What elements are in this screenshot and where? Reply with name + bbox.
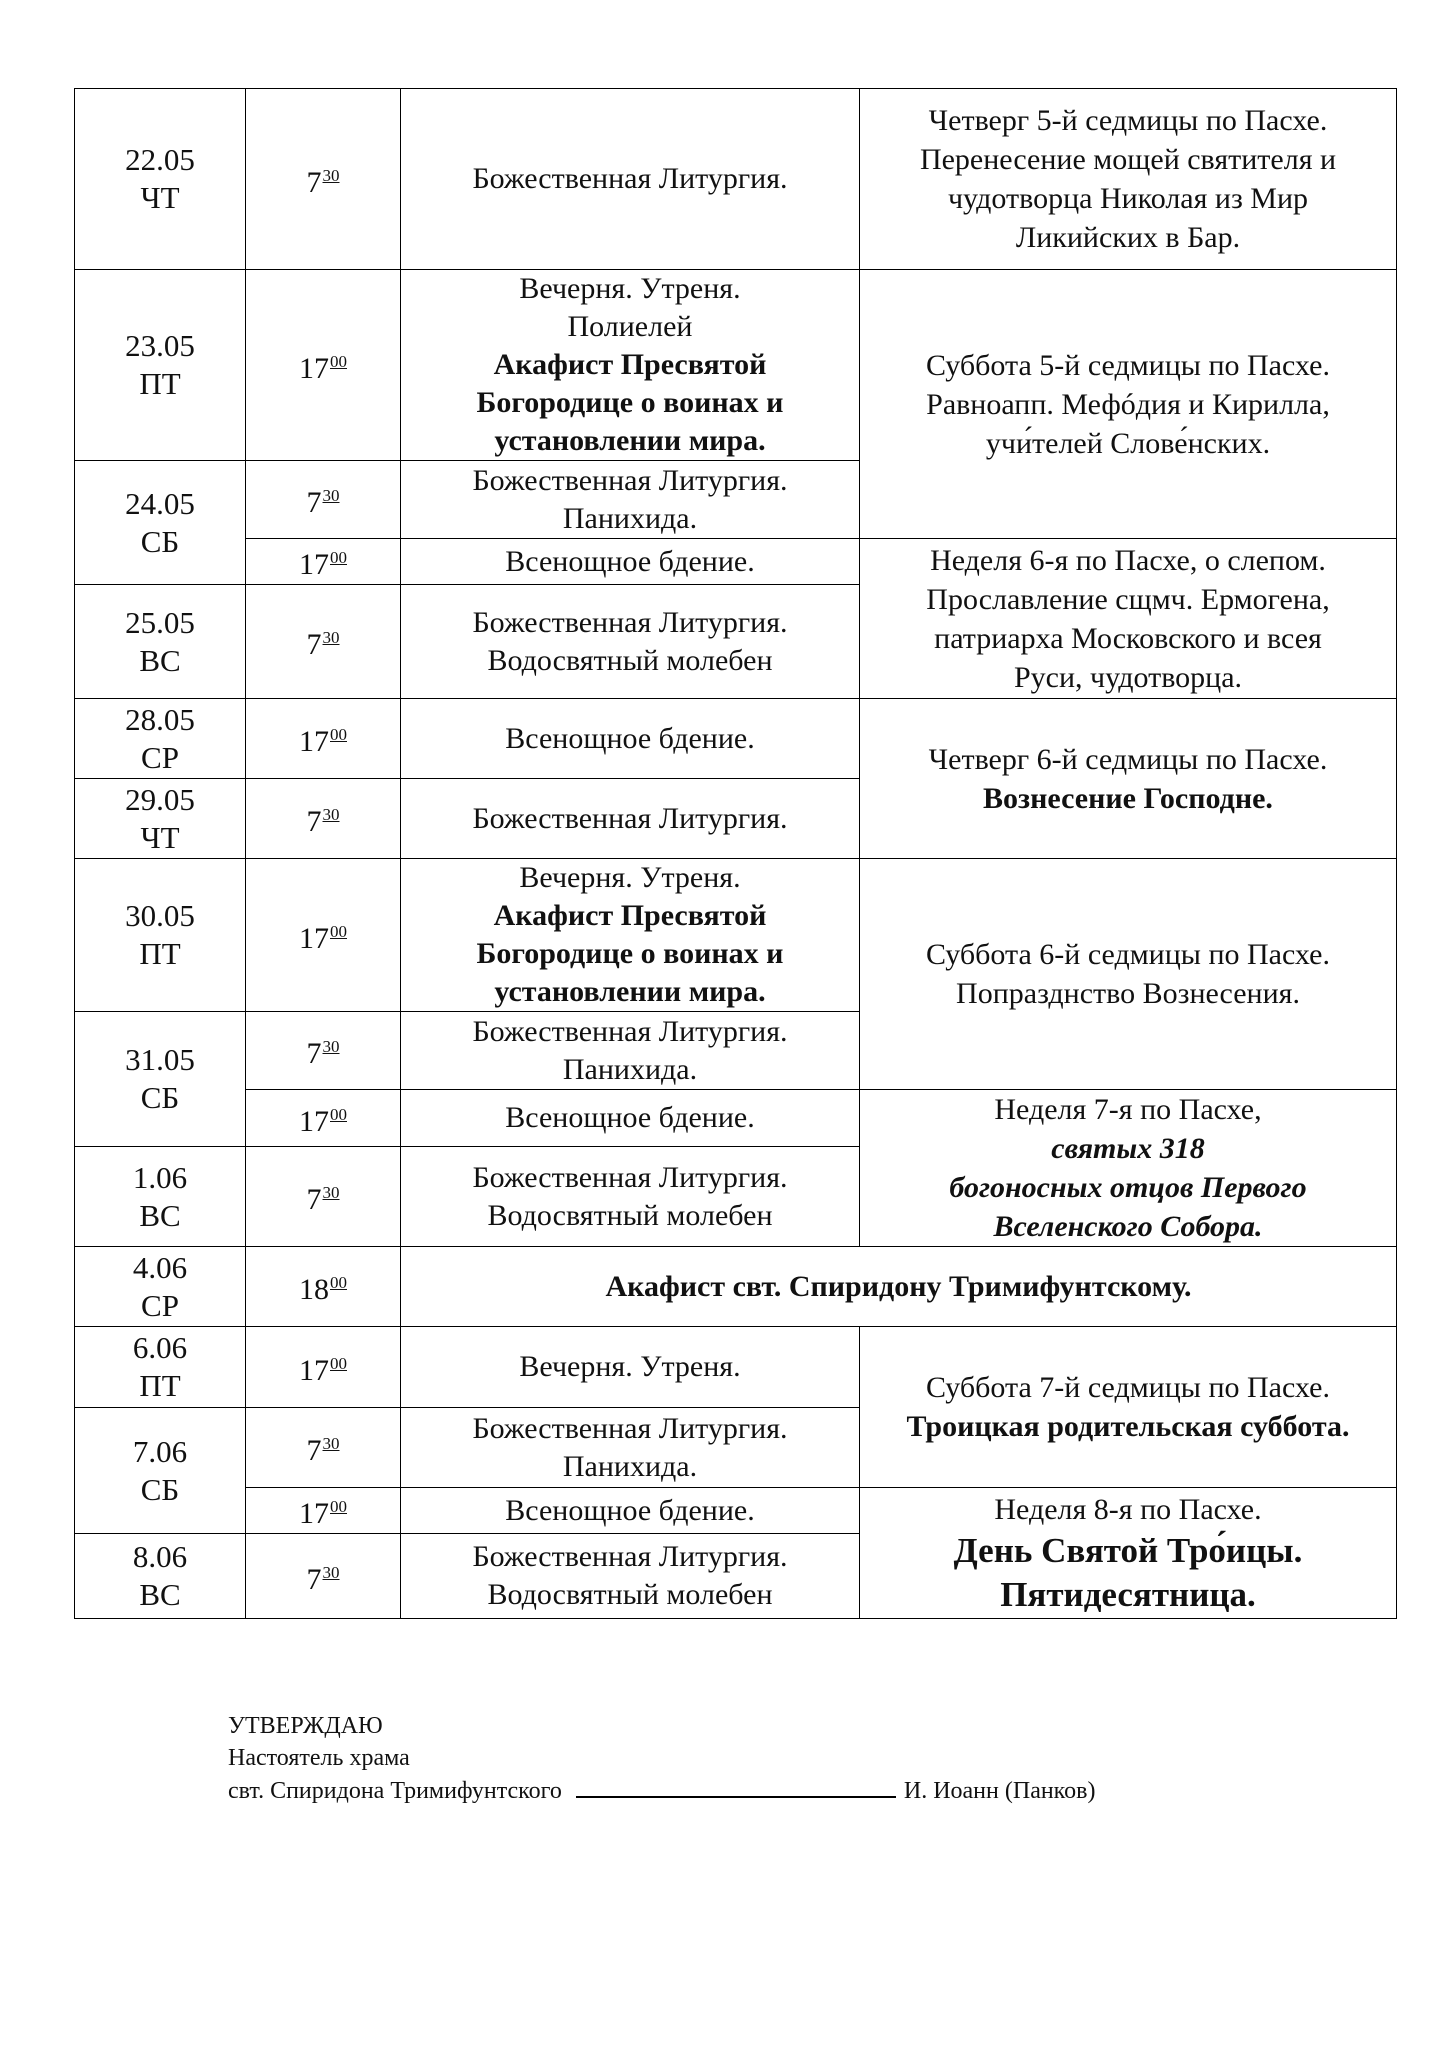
time-cell: $7^{30}$ (246, 1408, 401, 1488)
schedule-row (75, 699, 1397, 779)
time-cell: $17^{00}$ (246, 1327, 401, 1408)
time-cell: $17^{00}$ (246, 859, 401, 1012)
service-cell: Вечерня. Утреня. Полиелей Акафист Пресвятой Богородице о воинах и установлении мира. (401, 270, 860, 461)
time-cell: $17^{00}$ (246, 539, 401, 585)
date-cell: 23.05 ПТ (75, 270, 246, 461)
schedule-row (75, 1327, 1397, 1408)
time-cell: $7^{30}$ (246, 779, 401, 859)
time-cell: $17^{00}$ (246, 270, 401, 461)
schedule-row (75, 1247, 1397, 1327)
service-cell: Божественная Литургия. (401, 89, 860, 270)
time-cell: $7^{30}$ (246, 461, 401, 539)
feast-cell: Суббота 7-й седмицы по Пасхе. Троицкая родительская суббота. (860, 1327, 1397, 1488)
service-cell: Божественная Литургия. Панихида. (401, 461, 860, 539)
schedule-row (75, 270, 1397, 461)
service-cell: Всенощное бдение. (401, 1488, 860, 1534)
date-cell: 7.06 СБ (75, 1408, 246, 1534)
schedule-row (75, 1090, 1397, 1147)
date-cell: 29.05 ЧТ (75, 779, 246, 859)
time-cell: $7^{30}$ (246, 89, 401, 270)
schedule-row (75, 89, 1397, 270)
service-cell: Божественная Литургия. Панихида. (401, 1408, 860, 1488)
service-cell: Вечерня. Утреня. (401, 1327, 860, 1408)
feast-cell: Суббота 6-й седмицы по Пасхе. Попразднство Вознесения. (860, 859, 1397, 1090)
schedule-row (75, 539, 1397, 585)
schedule-row (75, 1488, 1397, 1534)
date-cell: 4.06 СР (75, 1247, 246, 1327)
service-cell: Божественная Литургия. Водосвятный молебен (401, 1534, 860, 1619)
time-cell: $17^{00}$ (246, 699, 401, 779)
schedule-row (75, 859, 1397, 1012)
service-cell: Божественная Литургия. (401, 779, 860, 859)
date-cell: 24.05 СБ (75, 461, 246, 585)
feast-cell: Четверг 6-й седмицы по Пасхе. Вознесение Господне. (860, 699, 1397, 859)
service-cell: Божественная Литургия. Водосвятный молебен (401, 1147, 860, 1247)
date-cell: 8.06 ВС (75, 1534, 246, 1619)
service-cell: Всенощное бдение. (401, 699, 860, 779)
feast-cell: Неделя 6-я по Пасхе, о слепом. Прославление сщмч. Ермогена, патриарха Московского и всея Руси, чудотворца. (860, 539, 1397, 699)
schedule-table (74, 88, 1397, 1619)
approval-signatory: И. Иоанн (Панков) (903, 1778, 1096, 1804)
akathist-cell: Акафист свт. Спиридону Тримифунтскому. (401, 1247, 1397, 1327)
date-cell: 6.06 ПТ (75, 1327, 246, 1408)
time-cell: $17^{00}$ (246, 1090, 401, 1147)
time-cell: $7^{30}$ (246, 1534, 401, 1619)
service-cell: Вечерня. Утреня. Акафист Пресвятой Богородице о воинах и установлении мира. (401, 859, 860, 1012)
service-cell: Божественная Литургия. Водосвятный молебен (401, 585, 860, 699)
signature-line (576, 1774, 896, 1798)
date-cell: 25.05 ВС (75, 585, 246, 699)
service-cell: Всенощное бдение. (401, 539, 860, 585)
date-cell: 1.06 ВС (75, 1147, 246, 1247)
feast-cell: Неделя 7-я по Пасхе, святых 318 богоносных отцов Первого Вселенского Собора. (860, 1090, 1397, 1247)
date-cell: 22.05 ЧТ (75, 89, 246, 270)
time-cell: $7^{30}$ (246, 1147, 401, 1247)
approval-church: свт. Спиридона Тримифунтского (228, 1778, 562, 1804)
time-cell: $18^{00}$ (246, 1247, 401, 1327)
approval-title: УТВЕРЖДАЮ (228, 1713, 383, 1739)
date-cell: 28.05 СР (75, 699, 246, 779)
service-cell: Всенощное бдение. (401, 1090, 860, 1147)
approval-signature-line (228, 1774, 1095, 1807)
date-cell: 30.05 ПТ (75, 859, 246, 1012)
date-cell: 31.05 СБ (75, 1012, 246, 1147)
approval-block (228, 1710, 1095, 1807)
feast-cell: Суббота 5-й седмицы по Пасхе. Равноапп. Мефóдия и Кирилла, учи́телей Слове́нских. (860, 270, 1397, 539)
feast-cell: Четверг 5-й седмицы по Пасхе. Перенесение мощей святителя и чудотворца Николая из Мир Ликийских в Бар. (860, 89, 1397, 270)
approval-position: Настоятель храма (228, 1745, 410, 1771)
time-cell: $7^{30}$ (246, 1012, 401, 1090)
service-cell: Божественная Литургия. Панихида. (401, 1012, 860, 1090)
time-cell: $7^{30}$ (246, 585, 401, 699)
feast-cell: Неделя 8-я по Пасхе. День Святой Тро́ицы. Пятидесятница. (860, 1488, 1397, 1619)
time-cell: $17^{00}$ (246, 1488, 401, 1534)
